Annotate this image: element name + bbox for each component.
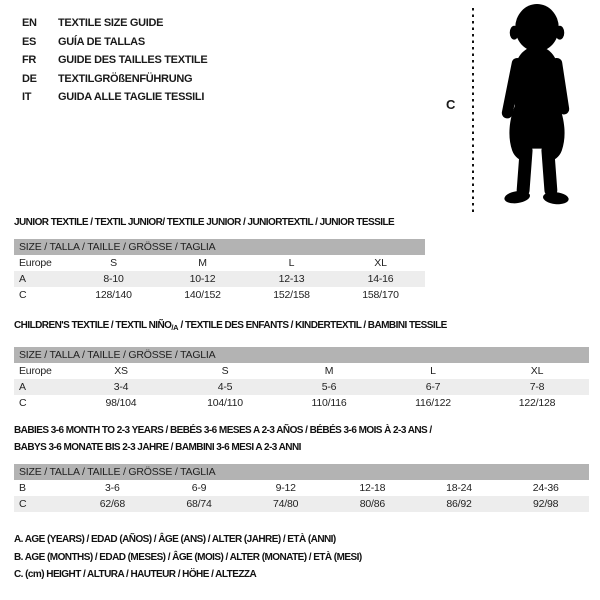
table-cell: 18-24: [446, 482, 472, 494]
language-code: DE: [22, 72, 37, 85]
table-cell: 24-36: [532, 482, 559, 494]
table-cell: 10-12: [189, 273, 216, 285]
babies-size-table: [14, 464, 589, 512]
babies-title-line2: BABYS 3-6 MONATE BIS 2-3 JAHRE / BAMBINI 3-6 MESI A 2-3 ANNI: [14, 441, 301, 453]
row-label: Europe: [19, 365, 52, 377]
size-table-header: SIZE / TALLA / TAILLE / GRÖSSE / TAGLIA: [14, 464, 589, 480]
table-cell: 4-5: [217, 381, 233, 393]
language-title-list: [22, 14, 207, 107]
children-title-rest: / TEXTILE DES ENFANTS / KINDERTEXTIL / BAMBINI TESSILE: [178, 320, 447, 331]
junior-section-title: JUNIOR TEXTILE / TEXTIL JUNIOR/ TEXTILE JUNIOR / JUNIORTEXTIL / JUNIOR TESSILE: [14, 217, 395, 228]
table-cell: 98/104: [105, 397, 137, 409]
table-cell: L: [288, 257, 295, 269]
table-cell: 74/80: [273, 498, 299, 510]
table-cell: 12-18: [359, 482, 386, 494]
table-cell: 3-6: [105, 482, 120, 494]
table-cell: 7-8: [529, 381, 545, 393]
row-label: C: [19, 289, 27, 301]
children-size-table: [14, 347, 589, 411]
table-row-height: [14, 496, 589, 512]
table-row-age-months: [14, 480, 589, 496]
table-cell: 8-10: [103, 273, 124, 285]
row-label: C: [19, 498, 27, 510]
children-title-main: CHILDREN'S TEXTILE / TEXTIL NIÑO: [14, 320, 172, 331]
table-row-age: [14, 271, 425, 287]
table-cell: 116/122: [415, 397, 451, 409]
table-cell: 110/116: [311, 397, 347, 409]
table-cell: 152/158: [273, 289, 310, 301]
table-row-height: [14, 287, 425, 303]
table-row-height: [14, 395, 589, 411]
table-row-europe: [14, 255, 425, 271]
table-cell: 140/152: [184, 289, 221, 301]
table-cell: 158/170: [362, 289, 399, 301]
language-title: GUIDE DES TAILLES TEXTILE: [58, 54, 208, 67]
language-title: GUIDA ALLE TAGLIE TESSILI: [58, 91, 205, 104]
row-label: A: [19, 273, 26, 285]
size-table-header: SIZE / TALLA / TAILLE / GRÖSSE / TAGLIA: [14, 347, 589, 363]
language-row-it: [22, 88, 207, 107]
language-title: TEXTILE SIZE GUIDE: [58, 17, 164, 30]
table-cell: L: [430, 365, 436, 377]
table-cell: 92/98: [533, 498, 559, 510]
table-cell: 86/92: [446, 498, 472, 510]
language-row-fr: [22, 51, 207, 70]
table-cell: 5-6: [321, 381, 337, 393]
children-section-title: [14, 320, 447, 331]
table-cell: XL: [374, 257, 387, 269]
table-cell: 128/140: [95, 289, 132, 301]
table-cell: M: [198, 257, 207, 269]
table-cell: 122/128: [518, 397, 556, 409]
row-label: Europe: [19, 257, 52, 269]
row-label: C: [19, 397, 27, 409]
measure-legend: [14, 531, 362, 584]
table-cell: XS: [114, 365, 128, 377]
language-code: EN: [22, 17, 37, 30]
language-code: FR: [22, 54, 37, 67]
language-title: TEXTILGRÖßENFÜHRUNG: [58, 72, 193, 85]
row-label: B: [19, 482, 26, 494]
language-row-en: [22, 14, 207, 33]
language-row-es: [22, 33, 207, 52]
table-row-europe: [14, 363, 589, 379]
table-cell: M: [324, 365, 334, 377]
legend-line-a: A. AGE (YEARS) / EDAD (AÑOS) / ÂGE (ANS) / ALTER (JAHRE) / ETÀ (ANNI): [14, 534, 336, 545]
table-cell: S: [110, 257, 117, 269]
table-cell: XL: [530, 365, 544, 377]
baby-silhouette-icon: [486, 2, 586, 215]
table-cell: 6-9: [191, 482, 207, 494]
table-cell: 12-13: [278, 273, 305, 285]
legend-line-b: B. AGE (MONTHS) / EDAD (MESES) / ÂGE (MOIS) / ALTER (MONATE) / ETÀ (MESI): [14, 551, 362, 563]
table-cell: 104/110: [207, 397, 243, 409]
table-cell: 62/68: [99, 498, 125, 510]
table-cell: 14-16: [367, 273, 394, 285]
table-cell: 6-7: [425, 381, 441, 393]
junior-size-table: [14, 239, 425, 303]
table-cell: S: [221, 365, 229, 377]
language-code: IT: [22, 91, 32, 104]
table-cell: 9-12: [275, 482, 296, 494]
babies-title-line1: BABIES 3-6 MONTH TO 2-3 YEARS / BEBÉS 3-6 MESES A 2-3 AÑOS / BÉBÉS 3-6 MOIS À 2-3 ANS /: [14, 425, 432, 436]
language-code: ES: [22, 35, 37, 48]
legend-line-c: C. (cm) HEIGHT / ALTURA / HAUTEUR / HÖHE / ALTEZZA: [14, 569, 257, 580]
row-label: A: [19, 381, 26, 393]
language-title: GUÍA DE TALLAS: [58, 35, 145, 48]
table-cell: 68/74: [186, 498, 212, 510]
babies-section-title: [14, 423, 432, 456]
children-title-subscript: /A: [171, 323, 179, 332]
table-cell: 3-4: [113, 381, 129, 393]
table-cell: 80/86: [359, 498, 385, 510]
language-row-de: [22, 70, 207, 89]
height-measure-dotted-line: [472, 8, 474, 212]
size-table-header: SIZE / TALLA / TAILLE / GRÖSSE / TAGLIA: [14, 239, 425, 255]
table-row-age: [14, 379, 589, 395]
height-measure-label: C: [446, 97, 456, 112]
